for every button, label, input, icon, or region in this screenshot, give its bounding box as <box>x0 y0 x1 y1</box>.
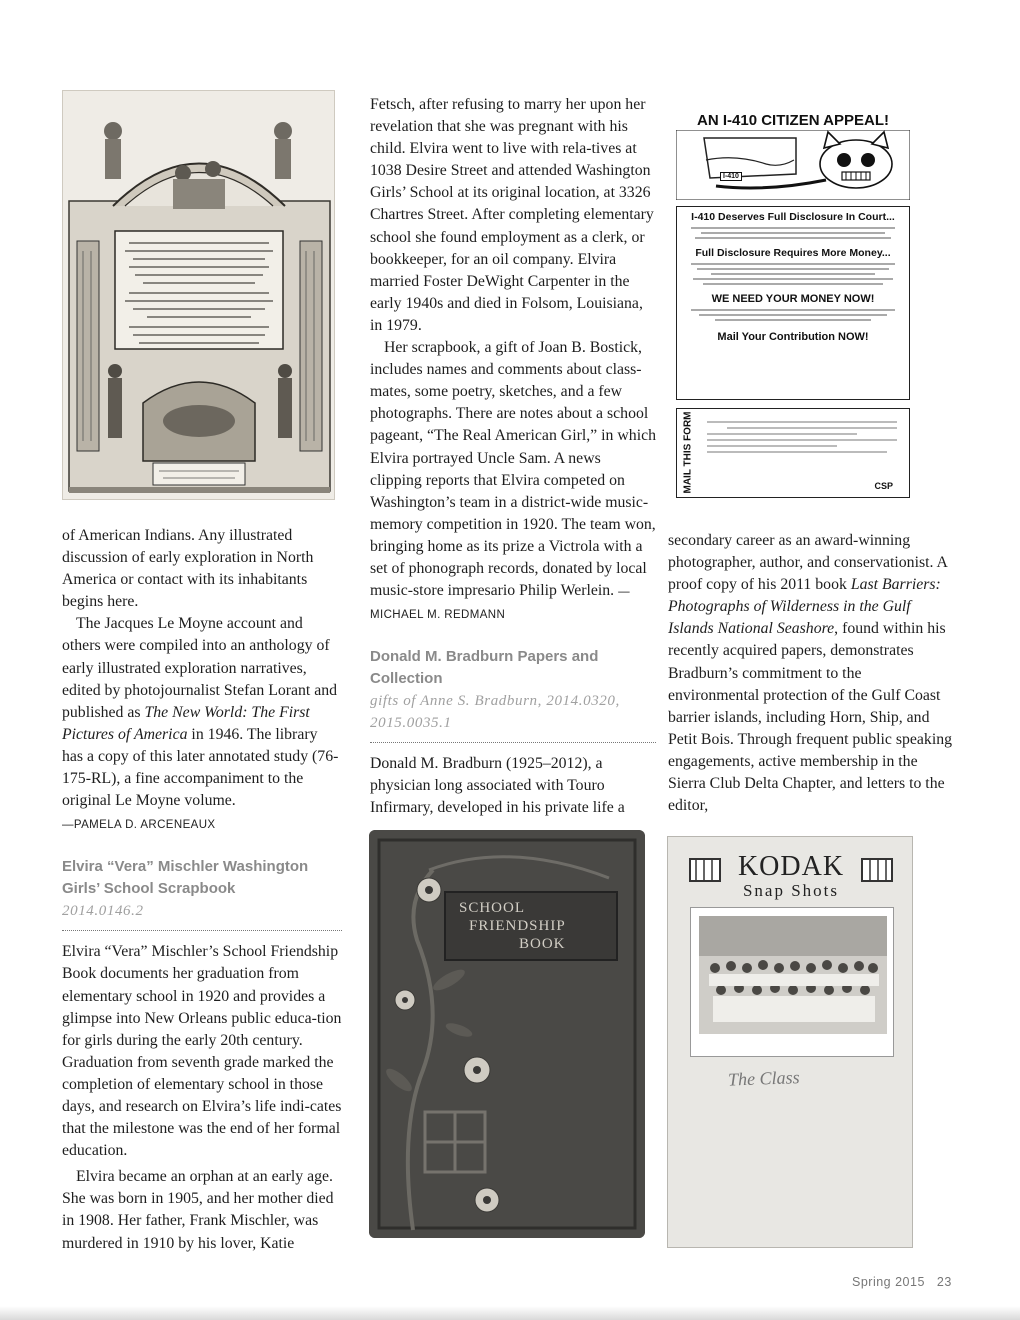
paragraph: Fetsch, after refusing to marry her upon her revelation that she was pregnant with his child. Elvira went to live with rela-tives at 1038 Desire Street and attended Washington Girls’ School at its original location, at 3326 Chartres Street. After completing elementary school she found employment as a clerk, or bookkeeper, for an oil company. Elvira married Foster DeWight Carpenter in the early 1940s and died in Folsom, Louisiana, in 1979. <box>370 96 654 334</box>
paragraph-text: , found within his recently acquired papers, demonstrates Bradburn’s commitment to the environmental protection of the Gulf Coast barrier islands, including Horn, Ship, and Petit Bois. Through frequent public speaking engagements, active membership in the Sierra Club Delta Chapter, and letters to the editor, <box>668 620 953 815</box>
highway-label: I-410 <box>720 172 742 181</box>
section-heading: Elvira “Vera” Mischler Washington Girls’ School Scrapbook <box>62 858 309 898</box>
ad-headline-1: I-410 Deserves Full Disclosure In Court... <box>691 211 895 223</box>
csp-mark: CSP <box>874 481 893 491</box>
book-title-3: BOOK <box>519 936 566 952</box>
scan-edge-shadow <box>0 1306 1020 1320</box>
byline: —MICHAEL M. REDMANN <box>370 586 630 622</box>
school-friendship-book-image <box>369 830 645 1238</box>
paragraph-text: in 1946. The library has a copy of this later annotated study (76-175-RL), a fine accompaniment to the original Le Moyne volume. <box>62 725 339 810</box>
paragraph <box>62 613 342 812</box>
paragraph: Elvira became an orphan at an early age. She was born in 1905, and her mother died in 1908. Her father, Frank Mischler, was murdered in 1910 by his lover, Katie <box>62 1168 334 1252</box>
ad-body-box <box>676 206 910 400</box>
column-2-top <box>370 94 656 820</box>
paragraph-text: secondary career as an award-winning photographer, author, and conservationist. A proof copy of his 2011 book <box>668 532 948 594</box>
paragraph <box>370 337 656 626</box>
mail-form-label: MAIL THIS FORM <box>682 411 694 494</box>
dotted-rule <box>370 742 656 743</box>
ad-title: AN I-410 CITIZEN APPEAL! <box>697 112 889 129</box>
dotted-rule <box>62 930 342 931</box>
paragraph-text: The Jacques Le Moyne account and others were compiled into an anthology of early illustrated exploration narratives, edited by photojournalist Stefan Lorant and published as <box>62 615 338 721</box>
engraved-title-page-image <box>62 90 335 500</box>
issue-label: Spring 2015 <box>852 1275 925 1289</box>
paragraph-text: Her scrapbook, a gift of Joan B. Bostick, includes names and comments about class-mates, some poetry, sketches, and a few photographs. There are notes about a school pageant, “The Real American Girl,” in which Elvira portrayed Uncle Sam. A news clipping reports that Elvira competed on Washington’s team in a district-wide music-memory competition in 1920. The team won, bringing home as its prize a Victrola with a set of phonograph records, donated by local music-store impresario Philip Werlein. <box>370 339 656 600</box>
byline: —PAMELA D. ARCENEAUX <box>62 819 216 832</box>
column-3 <box>668 530 956 817</box>
paragraph: Donald M. Bradburn (1925–2012), a physician long associated with Touro Infirmary, developed in his private life a <box>370 755 625 817</box>
book-title-2: FRIENDSHIP <box>469 918 566 934</box>
mail-form-box <box>676 408 910 498</box>
class-photo <box>690 907 894 1057</box>
ad-headline-4: Mail Your Contribution NOW! <box>717 331 869 343</box>
section-heading: Donald M. Bradburn Papers and Collection <box>370 648 599 688</box>
ad-headline-2: Full Disclosure Requires More Money... <box>695 247 891 259</box>
kodak-snapshots-album-image <box>667 836 913 1248</box>
i410-citizen-appeal-ad <box>676 112 910 500</box>
page-number: 23 <box>936 1275 952 1289</box>
book-title: The New World: The First Pictures of America <box>62 703 310 743</box>
page-footer <box>852 1275 952 1289</box>
accession-number: gifts of Anne S. Bradburn, 2014.0320, 2015.0035.1 <box>370 693 620 732</box>
book-title: Last Barriers: Photographs of Wilderness in the Gulf Islands National Seashore <box>668 576 941 638</box>
kodak-brand: KODAK <box>737 851 845 882</box>
book-title-1: SCHOOL <box>459 900 526 916</box>
ad-headline-3: WE NEED YOUR MONEY NOW! <box>711 293 875 305</box>
photo-caption: The Class <box>727 1067 800 1090</box>
kodak-subtitle: Snap Shots <box>742 881 840 900</box>
paragraph: of American Indians. Any illustrated discussion of early exploration in North America or contact with its inhabitants begins here. <box>62 527 314 611</box>
paragraph <box>668 530 956 817</box>
accession-number: 2014.0146.2 <box>62 903 144 920</box>
column-1 <box>62 525 342 1255</box>
paragraph: Elvira “Vera” Mischler’s School Friendship Book documents her graduation from elementary school in 1920 and provides a glimpse into New Orleans public educa-tion for girls during the early 20th century. Graduation from seventh grade marked the completion of elementary school in those days, and research on Elvira’s life indi-cates that the milestone was the end of her formal education. <box>62 943 342 1160</box>
